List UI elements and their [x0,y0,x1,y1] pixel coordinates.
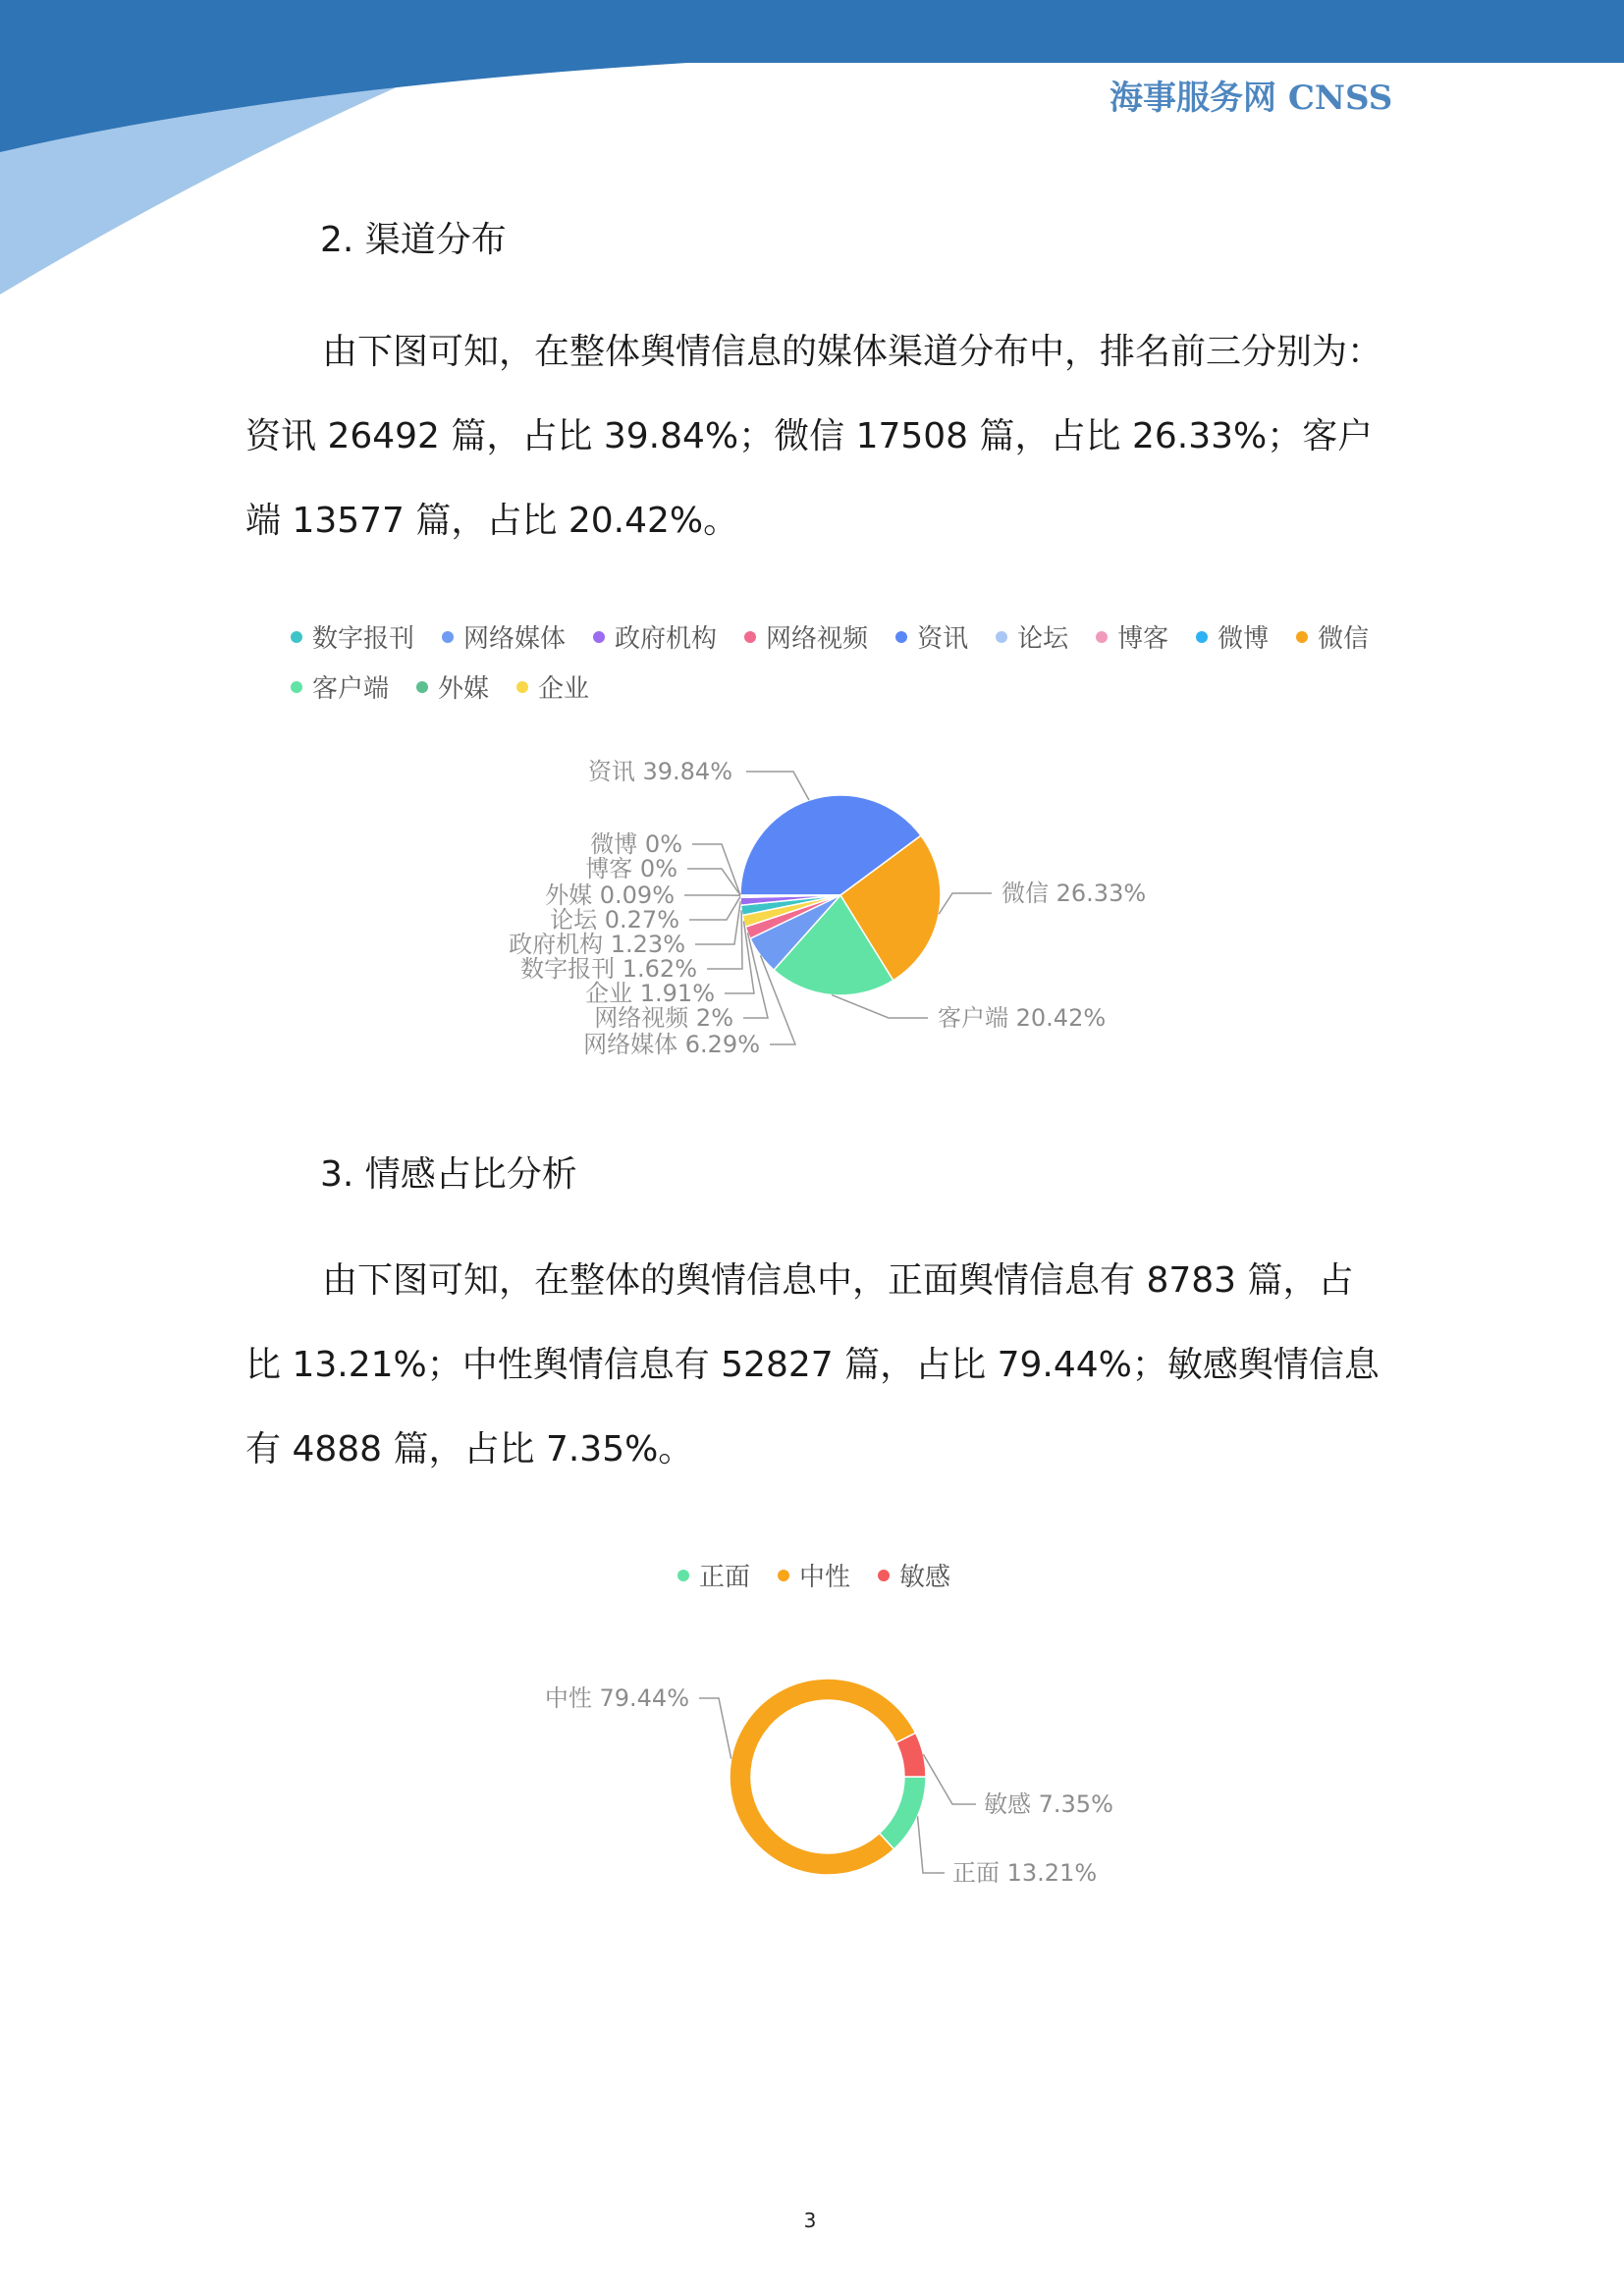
channel-data-label: 企业 1.91% [585,980,715,1007]
page-number: 3 [803,2209,817,2232]
legend-label: 企业 [538,674,590,704]
channel-data-label: 博客 0% [585,855,677,882]
channel-leader-line [939,893,992,914]
channel-legend-item[interactable] [1196,618,1269,655]
legend-marker-icon [291,681,302,693]
legend-label: 网络媒体 [463,624,567,654]
legend-marker-icon [996,631,1007,643]
channel-legend-item[interactable] [996,618,1068,655]
channel-leader-line [689,896,740,920]
sentiment-legend-item[interactable] [878,1557,950,1593]
channel-pie-chart [0,726,1624,1080]
legend-label: 敏感 [899,1563,951,1592]
legend-marker-icon [677,1570,689,1581]
legend-marker-icon [778,1570,789,1581]
channel-data-label: 资讯 39.84% [587,758,732,785]
legend-marker-icon [744,631,756,643]
legend-label: 中性 [799,1563,851,1592]
channel-legend-item[interactable] [1296,618,1369,655]
legend-label: 网络视频 [766,624,869,654]
legend-marker-icon [1196,631,1208,643]
channel-paragraph: 由下图可知，在整体舆情信息的媒体渠道分布中，排名前三分别为：资讯 26492 篇，占比 39.84%；微信 17508 篇，占比 26.33%；客户端 13577 篇，占比 20.42%。 [245,332,1383,541]
sentiment-slice-中性[interactable] [730,1679,916,1875]
legend-marker-icon [1296,631,1308,643]
channel-leader-line [692,844,740,895]
channel-data-label: 论坛 0.27% [550,906,679,934]
legend-label: 数字报刊 [312,624,415,654]
channel-chart-legend [291,618,1400,705]
section-heading-channel: 2. 渠道分布 [320,220,507,260]
brand-logo-text: 海事服务网 CNSS [1110,79,1393,118]
legend-label: 外媒 [438,674,490,704]
legend-marker-icon [416,681,428,693]
channel-legend-item[interactable] [744,618,868,655]
legend-marker-icon [516,681,528,693]
legend-label: 微博 [1218,624,1270,654]
channel-leader-line [746,772,809,800]
legend-marker-icon [291,631,302,643]
channel-legend-item[interactable] [291,668,389,705]
legend-marker-icon [593,631,605,643]
sentiment-data-label: 中性 79.44% [544,1684,689,1712]
legend-label: 正面 [699,1563,751,1592]
sentiment-donut-chart [0,1629,1624,1924]
section-heading-sentiment: 3. 情感占比分析 [320,1154,577,1195]
legend-marker-icon [1096,631,1108,643]
channel-data-label: 数字报刊 1.62% [520,955,697,983]
channel-legend-item[interactable] [1096,618,1168,655]
channel-data-label: 网络媒体 6.29% [583,1031,760,1058]
legend-label: 客户端 [312,674,390,704]
legend-marker-icon [895,631,907,643]
legend-marker-icon [878,1570,890,1581]
channel-legend-item[interactable] [895,618,968,655]
sentiment-leader-line [923,1754,976,1804]
header-banner [0,0,1624,294]
legend-label: 论坛 [1017,624,1069,654]
sentiment-leader-line [699,1698,731,1759]
channel-data-label: 微信 26.33% [1001,880,1147,907]
sentiment-leader-line [918,1816,945,1873]
channel-slice-外媒[interactable] [740,895,840,896]
sentiment-chart-legend [677,1557,1031,1593]
channel-data-label: 网络视频 2% [594,1004,733,1032]
channel-legend-item[interactable] [291,618,414,655]
legend-label: 资讯 [917,624,969,654]
channel-legend-item[interactable] [442,618,566,655]
channel-leader-line [832,995,928,1018]
channel-data-label: 客户端 20.42% [938,1004,1107,1032]
legend-label: 微信 [1318,624,1370,654]
legend-label: 博客 [1117,624,1169,654]
sentiment-paragraph: 由下图可知，在整体的舆情信息中，正面舆情信息有 8783 篇，占比 13.21%；中性舆情信息有 52827 篇，占比 79.44%；敏感舆情信息有 4888 篇，占比 7.35%。 [245,1260,1380,1469]
legend-label: 政府机构 [615,624,718,654]
channel-legend-item[interactable] [593,618,717,655]
sentiment-legend-item[interactable] [778,1557,850,1593]
sentiment-data-label: 正面 13.21% [952,1859,1098,1887]
channel-data-label: 外媒 0.09% [545,881,675,909]
sentiment-data-label: 敏感 7.35% [984,1790,1113,1818]
channel-legend-item[interactable] [516,668,589,705]
legend-marker-icon [442,631,454,643]
channel-data-label: 政府机构 1.23% [509,931,685,958]
channel-data-label: 微博 0% [590,830,682,858]
channel-legend-item[interactable] [416,668,489,705]
sentiment-legend-item[interactable] [677,1557,750,1593]
